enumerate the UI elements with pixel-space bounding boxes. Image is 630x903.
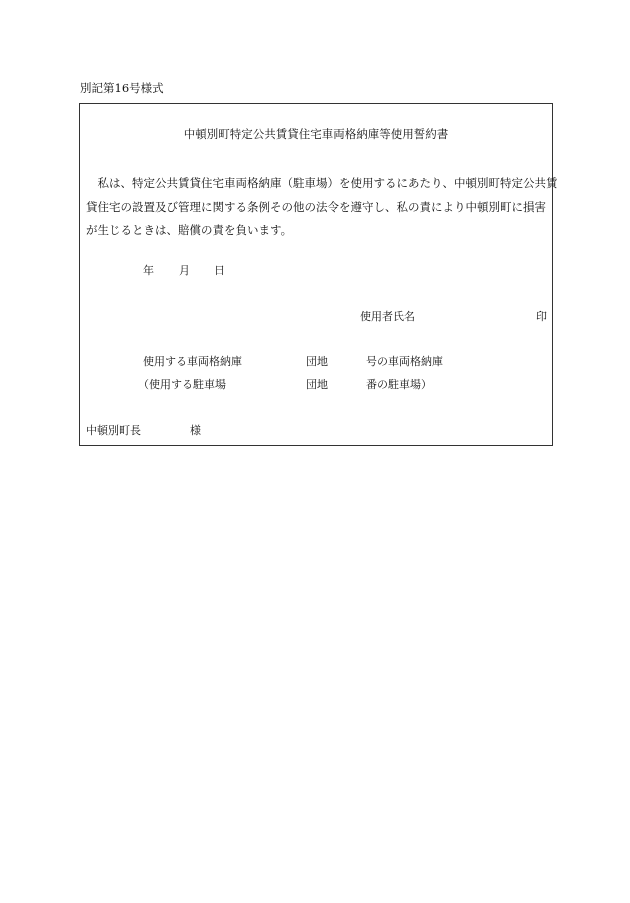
user-name-label: 使用者氏名 <box>360 310 415 323</box>
pledge-body-line: 貸住宅の設置及び管理に関する条例その他の法令を遵守し、私の責により中頓別町に損害 <box>86 199 546 214</box>
pledge-form <box>79 103 558 446</box>
form-number-label: 別記第16号様式 <box>80 81 164 95</box>
pledge-body-line: が生じるときは、賠償の責を負います。 <box>86 223 293 237</box>
form-title: 中頓別町特定公共賃貸住宅車両格納庫等使用誓約書 <box>183 127 449 141</box>
parking-complex-label: 団地 <box>306 378 328 391</box>
parking-label: （使用する駐車場 <box>138 378 226 391</box>
parking-number-label: 番の駐車場） <box>366 378 432 391</box>
seal-mark: 印 <box>536 310 547 323</box>
pledge-body <box>86 172 558 243</box>
date-year-label: 年 <box>143 264 154 277</box>
garage-number-label: 号の車両格納庫 <box>366 355 443 368</box>
addressee-honorific: 様 <box>190 424 201 437</box>
addressee-name: 中頓別町長 <box>86 424 141 437</box>
date-day-label: 日 <box>214 264 225 277</box>
date-month-label: 月 <box>179 264 190 277</box>
garage-complex-label: 団地 <box>306 355 328 368</box>
pledge-body-line: 私は、特定公共賃貸住宅車両格納庫（駐車場）を使用するにあたり、中頓別町特定公共賃 <box>86 176 558 190</box>
garage-label: 使用する車両格納庫 <box>143 355 242 368</box>
